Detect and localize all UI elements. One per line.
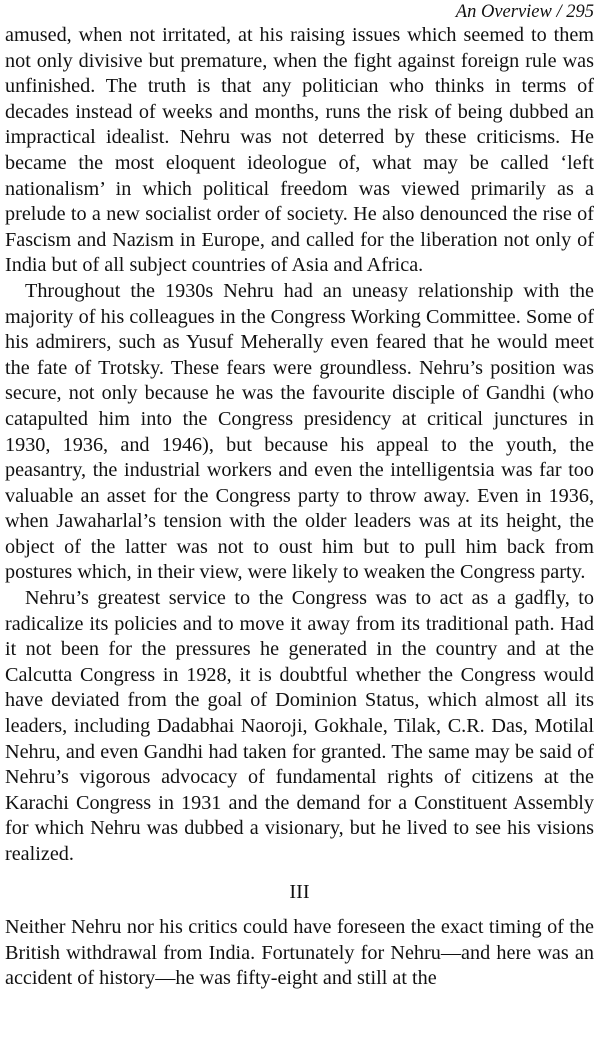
paragraph-1: amused, when not irritated, at his raising issues which seemed to them not only divisive but premature, when the fight against foreign rule was unfinished. The truth is that any politician who thinks in terms of decades instead of weeks and months, runs the risk of being dubbed an impractical idealist. Nehru was not deterred by these criticisms. He became the most eloquent ideologue of, what may be called ‘left nationalism’ in which political freedom was viewed primarily as a prelude to a new socialist order of society. He also denounced the rise of Fascism and Nazism in Europe, and called for the liberation not only of India but of all subject countries of Asia and Africa.	[5, 24, 594, 277]
body-text-continued	[5, 915, 594, 992]
body-text	[5, 23, 594, 868]
section-heading: III	[289, 880, 310, 903]
paragraph-3: Nehru’s greatest service to the Congress was to act as a gadfly, to radicalize its policies and to move it away from its traditional path. Had it not been for the pressures he generated in the country and at the Calcutta Congress in 1928, it is doubtful whether the Congress would have deviated from the goal of Dominion Status, which almost all its leaders, including Dadabhai Naoroji, Gokhale, Tilak, C.R. Das, Motilal Nehru, and even Gandhi had taken for granted. The same may be said of Nehru’s vigorous advocacy of fundamental rights of citizens at the Karachi Congress in 1931 and the demand for a Constituent Assembly for which Nehru was dubbed a visionary, but he lived to see his visions realized.	[5, 587, 594, 865]
running-head: An Overview / 295	[455, 2, 594, 22]
paragraph-4: Neither Nehru nor his critics could have foreseen the exact timing of the British withdrawal from India. Fortunately for Nehru—and here was an accident of history—he was fifty-eight and still at the	[5, 916, 594, 990]
paragraph-2: Throughout the 1930s Nehru had an uneasy relationship with the majority of his colleagues in the Congress Working Committee. Some of his admirers, such as Yusuf Meherally even feared that he would meet the fate of Trotsky. These fears were groundless. Nehru’s position was secure, not only because he was the favourite disciple of Gandhi (who catapulted him into the Congress presidency at critical junctures in 1930, 1936, and 1946), but because his appeal to the youth, the peasantry, the industrial workers and even the intelligentsia was far too valuable an asset for the Congress party to throw away. Even in 1936, when Jawaharlal’s tension with the older leaders was at its height, the object of the latter was not to oust him but to pull him back from postures which, in their view, were likely to weaken the Congress party.	[5, 279, 594, 584]
